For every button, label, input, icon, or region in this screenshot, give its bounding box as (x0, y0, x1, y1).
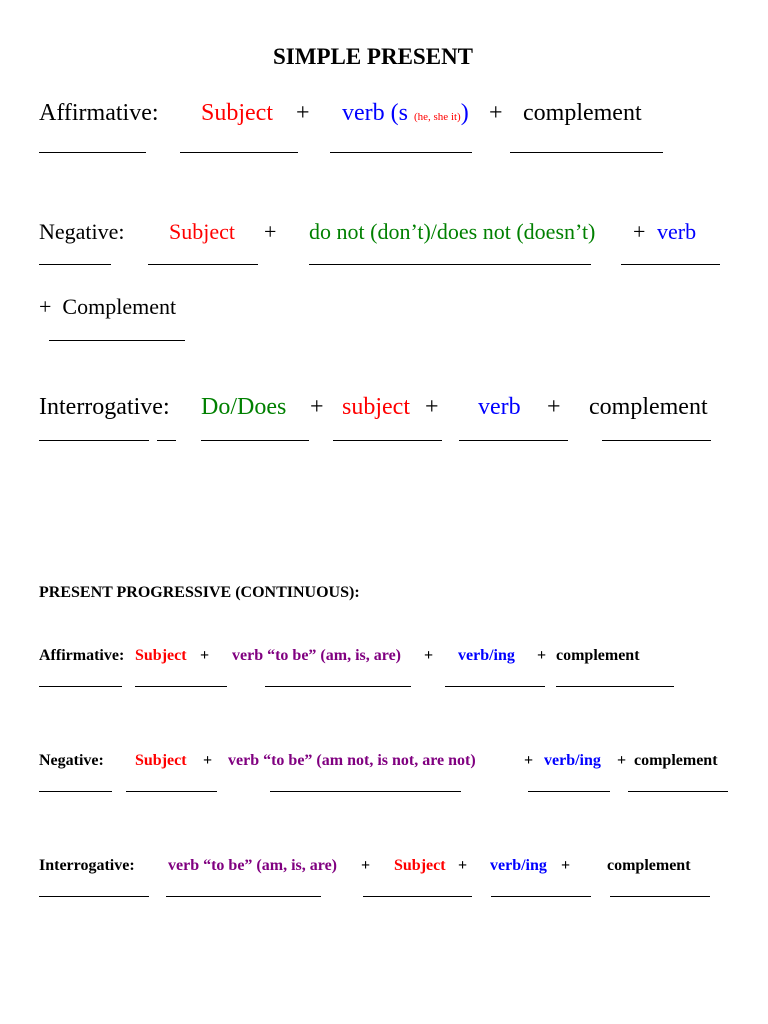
answer-blank[interactable] (602, 440, 711, 441)
sp-affirmative-label: Affirmative: (39, 100, 159, 126)
answer-blank[interactable] (459, 440, 568, 441)
plus-sign: + (310, 394, 324, 420)
plus-sign: + (203, 752, 213, 769)
answer-blank[interactable] (270, 791, 461, 792)
plus-sign: + (264, 219, 277, 244)
plus-sign: + (200, 647, 210, 664)
sp-negative-auxiliary: do not (don’t)/does not (doesn’t) (309, 219, 596, 244)
answer-blank[interactable] (528, 791, 610, 792)
answer-blank[interactable] (39, 896, 149, 897)
sp-negative-subject: Subject (169, 219, 235, 244)
plus-sign: + (617, 752, 627, 769)
pp-negative-subject: Subject (135, 752, 187, 769)
verb-note: (he, she it) (413, 111, 461, 123)
plus-sign: + (424, 647, 434, 664)
pp-interrogative-subject: Subject (394, 857, 446, 874)
plus-sign: + (524, 752, 534, 769)
pp-interrogative-complement: complement (607, 857, 691, 874)
answer-blank[interactable] (39, 686, 122, 687)
answer-blank[interactable] (135, 686, 227, 687)
answer-blank[interactable] (166, 896, 321, 897)
pp-negative-verb-ing: verb/ing (544, 752, 601, 769)
verb-suffix: ) (460, 100, 469, 126)
sp-negative-complement-line (39, 296, 176, 318)
answer-blank[interactable] (333, 440, 442, 441)
pp-interrogative-label: Interrogative: (39, 857, 135, 874)
plus-sign: + (39, 294, 52, 319)
pp-negative-label: Negative: (39, 752, 104, 769)
plus-sign: + (537, 647, 547, 664)
answer-blank[interactable] (39, 152, 146, 153)
sp-interrogative-subject: subject (342, 394, 410, 420)
plus-sign: + (361, 857, 371, 874)
answer-blank[interactable] (610, 896, 710, 897)
simple-present-title: SIMPLE PRESENT (273, 44, 474, 69)
answer-blank[interactable] (445, 686, 545, 687)
answer-blank[interactable] (510, 152, 663, 153)
sp-interrogative-complement: complement (589, 394, 708, 420)
sp-affirmative-verb (342, 101, 469, 125)
answer-blank[interactable] (148, 264, 258, 265)
sp-interrogative-auxiliary: Do/Does (201, 394, 287, 420)
sp-interrogative-verb: verb (478, 394, 521, 420)
pp-interrogative-to-be: verb “to be” (am, is, are) (168, 857, 337, 874)
pp-negative-complement: complement (634, 752, 718, 769)
answer-blank[interactable] (157, 440, 176, 441)
answer-blank[interactable] (126, 791, 217, 792)
verb-prefix: verb (s (342, 100, 408, 126)
answer-blank[interactable] (628, 791, 728, 792)
sp-negative-label: Negative: (39, 219, 125, 244)
plus-sign: + (425, 394, 439, 420)
present-progressive-title: PRESENT PROGRESSIVE (CONTINUOUS): (39, 584, 360, 601)
plus-sign: + (296, 100, 310, 126)
plus-sign: + (547, 394, 561, 420)
pp-affirmative-subject: Subject (135, 647, 187, 664)
answer-blank[interactable] (330, 152, 472, 153)
pp-negative-to-be: verb “to be” (am not, is not, are not) (228, 752, 476, 769)
answer-blank[interactable] (265, 686, 411, 687)
answer-blank[interactable] (201, 440, 309, 441)
pp-interrogative-verb-ing: verb/ing (490, 857, 547, 874)
answer-blank[interactable] (39, 791, 112, 792)
sp-interrogative-label: Interrogative: (39, 394, 170, 420)
sp-affirmative-complement: complement (523, 100, 642, 126)
answer-blank[interactable] (49, 340, 185, 341)
answer-blank[interactable] (556, 686, 674, 687)
answer-blank[interactable] (363, 896, 472, 897)
pp-affirmative-label: Affirmative: (39, 647, 125, 664)
sp-negative-complement: Complement (62, 294, 177, 319)
answer-blank[interactable] (39, 440, 149, 441)
pp-affirmative-to-be: verb “to be” (am, is, are) (232, 647, 401, 664)
pp-affirmative-complement: complement (556, 647, 640, 664)
answer-blank[interactable] (180, 152, 298, 153)
pp-affirmative-verb-ing: verb/ing (458, 647, 515, 664)
answer-blank[interactable] (309, 264, 591, 265)
plus-sign: + (489, 100, 503, 126)
sp-negative-verb: verb (657, 219, 697, 244)
plus-sign: + (561, 857, 571, 874)
sp-affirmative-subject: Subject (201, 100, 273, 126)
answer-blank[interactable] (39, 264, 111, 265)
plus-sign: + (458, 857, 468, 874)
answer-blank[interactable] (491, 896, 591, 897)
answer-blank[interactable] (621, 264, 720, 265)
plus-sign: + (633, 219, 646, 244)
